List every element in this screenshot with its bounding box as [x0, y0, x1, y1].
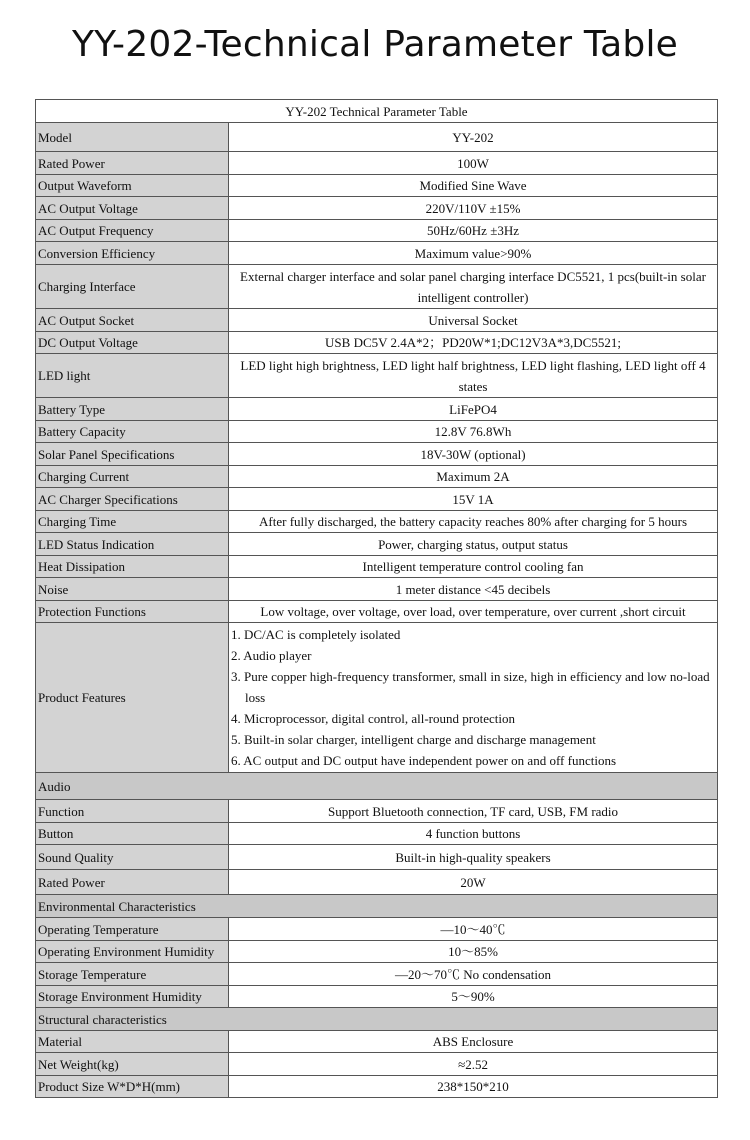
row-label: Heat Dissipation: [36, 556, 229, 578]
table-row: [36, 1031, 718, 1053]
row-value: External charger interface and solar panel charging interface DC5521, 1 pcs(built-in solar intelligent controller): [229, 265, 718, 309]
table-caption: YY-202 Technical Parameter Table: [36, 100, 718, 123]
row-label: Button: [36, 823, 229, 845]
feature-item: 5. Built-in solar charger, intelligent charge and discharge management: [231, 732, 596, 747]
row-label: Noise: [36, 578, 229, 601]
section-row: [36, 773, 718, 800]
row-value: Built-in high-quality speakers: [229, 845, 718, 870]
table-row: [36, 986, 718, 1008]
table-row-features: [36, 623, 718, 773]
row-label: Storage Temperature: [36, 963, 229, 986]
table-row: [36, 398, 718, 421]
table-row: [36, 175, 718, 197]
row-value: 5～90%: [229, 986, 718, 1008]
table-row: [36, 443, 718, 466]
table-row: [36, 197, 718, 220]
row-label: Rated Power: [36, 152, 229, 175]
row-value: 100W: [229, 152, 718, 175]
row-value: Support Bluetooth connection, TF card, USB, FM radio: [229, 800, 718, 823]
table-row: [36, 533, 718, 556]
row-label: Conversion Efficiency: [36, 242, 229, 265]
row-value: 12.8V 76.8Wh: [229, 421, 718, 443]
row-value: Maximum 2A: [229, 466, 718, 488]
row-label: Charging Interface: [36, 265, 229, 309]
row-value: 18V-30W (optional): [229, 443, 718, 466]
row-label: AC Output Socket: [36, 309, 229, 332]
row-value: Low voltage, over voltage, over load, over temperature, over current ,short circuit: [229, 601, 718, 623]
section-heading-audio: Audio: [36, 773, 718, 800]
row-label: Sound Quality: [36, 845, 229, 870]
table-row: [36, 152, 718, 175]
row-value: 238*150*210: [229, 1076, 718, 1098]
table-row: [36, 918, 718, 941]
row-value: —10～40℃: [229, 918, 718, 941]
table-row: [36, 556, 718, 578]
row-label: Model: [36, 123, 229, 152]
row-label: Net Weight(kg): [36, 1053, 229, 1076]
page-title: YY-202-Technical Parameter Table: [71, 24, 679, 65]
row-label: Function: [36, 800, 229, 823]
feature-item: 1. DC/AC is completely isolated: [231, 627, 401, 642]
row-value: 220V/110V ±15%: [229, 197, 718, 220]
row-value: USB DC5V 2.4A*2；PD20W*1;DC12V3A*3,DC5521;: [229, 332, 718, 354]
row-value: ABS Enclosure: [229, 1031, 718, 1053]
row-label: AC Output Frequency: [36, 220, 229, 242]
row-value: 50Hz/60Hz ±3Hz: [229, 220, 718, 242]
table-row: [36, 941, 718, 963]
row-label: LED light: [36, 354, 229, 398]
table-row: [36, 800, 718, 823]
table-caption-row: [36, 100, 718, 123]
row-label: Charging Current: [36, 466, 229, 488]
row-label: Material: [36, 1031, 229, 1053]
row-label: Solar Panel Specifications: [36, 443, 229, 466]
section-row: [36, 1008, 718, 1031]
table-row: [36, 242, 718, 265]
feature-item: 3. Pure copper high-frequency transformer, small in size, high in efficiency and low no-load loss: [231, 669, 710, 705]
row-label: AC Output Voltage: [36, 197, 229, 220]
feature-item: 4. Microprocessor, digital control, all-round protection: [231, 711, 515, 726]
table-row: [36, 823, 718, 845]
table-row: [36, 354, 718, 398]
table-row: [36, 511, 718, 533]
row-value: YY-202: [229, 123, 718, 152]
table-row: [36, 870, 718, 895]
row-value: Modified Sine Wave: [229, 175, 718, 197]
row-label: AC Charger Specifications: [36, 488, 229, 511]
row-value: LiFePO4: [229, 398, 718, 421]
row-value: 1 meter distance <45 decibels: [229, 578, 718, 601]
section-heading-environmental: Environmental Characteristics: [36, 895, 718, 918]
row-value: Universal Socket: [229, 309, 718, 332]
features-list: [229, 623, 718, 773]
row-value: Power, charging status, output status: [229, 533, 718, 556]
row-label: Output Waveform: [36, 175, 229, 197]
row-value: 20W: [229, 870, 718, 895]
table-row: [36, 1076, 718, 1098]
row-label: Product Features: [36, 623, 229, 773]
row-value: Maximum value>90%: [229, 242, 718, 265]
table-row: [36, 601, 718, 623]
table-row: [36, 265, 718, 309]
row-label: Operating Environment Humidity: [36, 941, 229, 963]
row-label: Battery Type: [36, 398, 229, 421]
row-label: Charging Time: [36, 511, 229, 533]
section-row: [36, 895, 718, 918]
table-row: [36, 578, 718, 601]
row-label: Product Size W*D*H(mm): [36, 1076, 229, 1098]
table-row: [36, 963, 718, 986]
row-label: DC Output Voltage: [36, 332, 229, 354]
row-value: LED light high brightness, LED light half brightness, LED light flashing, LED light off 4 states: [229, 354, 718, 398]
row-value: 10～85%: [229, 941, 718, 963]
table-row: [36, 332, 718, 354]
row-label: Protection Functions: [36, 601, 229, 623]
row-label: Storage Environment Humidity: [36, 986, 229, 1008]
table-row: [36, 488, 718, 511]
parameter-table: [35, 99, 718, 1098]
table-row: [36, 309, 718, 332]
table-row: [36, 1053, 718, 1076]
table-row: [36, 845, 718, 870]
row-label: Operating Temperature: [36, 918, 229, 941]
table-row: [36, 421, 718, 443]
section-heading-structural: Structural characteristics: [36, 1008, 718, 1031]
row-value: Intelligent temperature control cooling fan: [229, 556, 718, 578]
row-value: 15V 1A: [229, 488, 718, 511]
row-label: LED Status Indication: [36, 533, 229, 556]
row-value: After fully discharged, the battery capacity reaches 80% after charging for 5 hours: [229, 511, 718, 533]
feature-item: 2. Audio player: [231, 648, 312, 663]
row-value: —20～70℃ No condensation: [229, 963, 718, 986]
row-label: Battery Capacity: [36, 421, 229, 443]
table-row: [36, 220, 718, 242]
table-row: [36, 123, 718, 152]
row-value: 4 function buttons: [229, 823, 718, 845]
feature-item: 6. AC output and DC output have independent power on and off functions: [231, 753, 617, 768]
table-row: [36, 466, 718, 488]
row-value: ≈2.52: [229, 1053, 718, 1076]
row-label: Rated Power: [36, 870, 229, 895]
